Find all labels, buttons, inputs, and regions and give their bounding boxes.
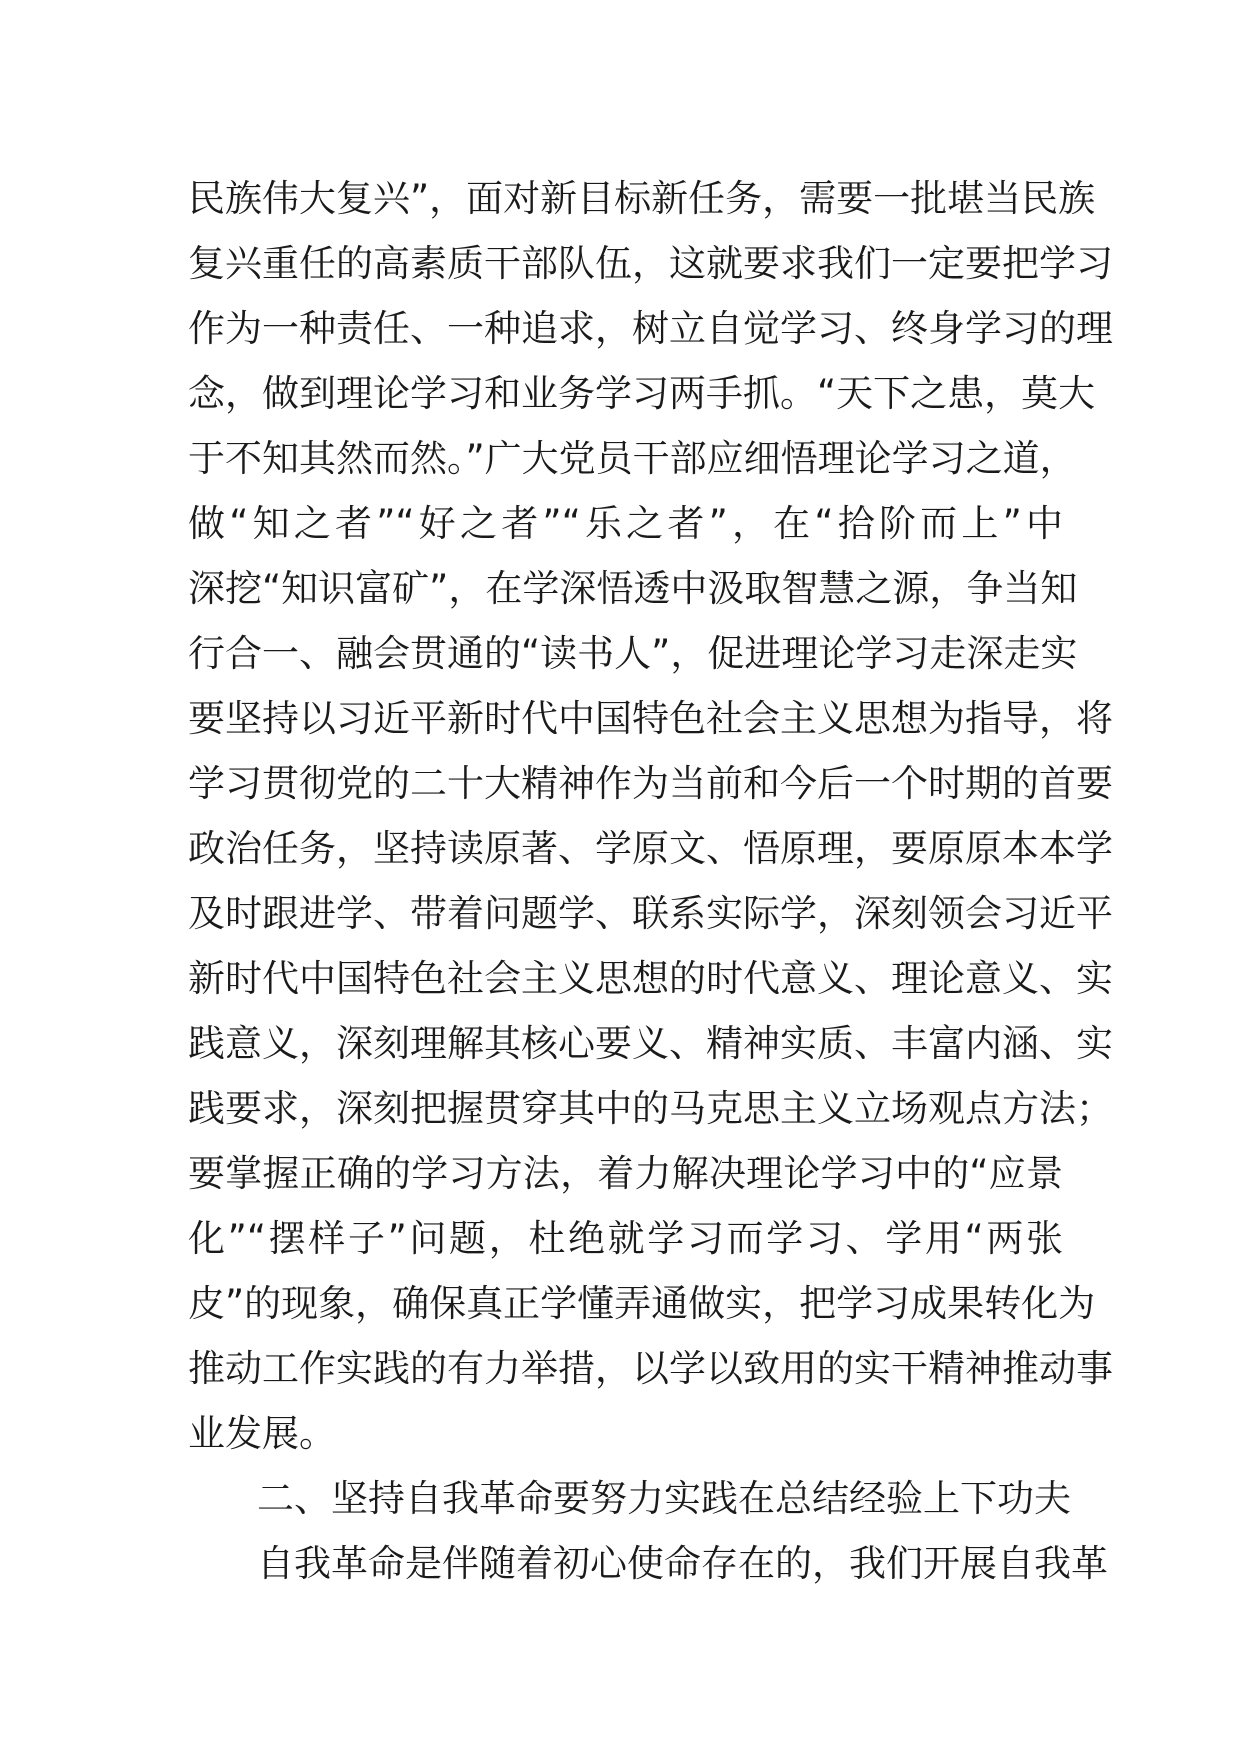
text-line: 于不知其然而然。”广大党员干部应细悟理论学习之道，: [188, 437, 1077, 480]
text-line: 业发展。: [188, 1412, 336, 1455]
text-line: 作为一种责任、一种追求，树立自觉学习、终身学习的理: [188, 307, 1113, 350]
text-line: 学习贯彻党的二十大精神作为当前和今后一个时期的首要: [188, 762, 1113, 805]
text-line: 行合一、融会贯通的“读书人”，促进理论学习走深走实: [188, 632, 1078, 675]
body-text: [188, 166, 1113, 1596]
text-line: 民族伟大复兴”，面对新目标新任务，需要一批堪当民族: [188, 177, 1096, 220]
text-line: 践意义，深刻理解其核心要义、精神实质、丰富内涵、实: [188, 1022, 1113, 1065]
text-line: 化”“摆样子”问题，杜绝就学习而学习、学用“两张: [188, 1217, 1063, 1260]
text-line: 自我革命是伴随着初心使命存在的，我们开展自我革: [257, 1542, 1108, 1585]
text-line: 深挖“知识富矿”，在学深悟透中汲取智慧之源，争当知: [188, 567, 1078, 610]
text-line: 做“知之者”“好之者”“乐之者”，在“拾阶而上”中: [188, 502, 1063, 545]
text-line: 新时代中国特色社会主义思想的时代意义、理论意义、实: [188, 957, 1113, 1000]
text-line: 政治任务，坚持读原著、学原文、悟原理，要原原本本学: [188, 827, 1113, 870]
text-line: 推动工作实践的有力举措，以学以致用的实干精神推动事: [188, 1347, 1113, 1390]
text-line: 复兴重任的高素质干部队伍，这就要求我们一定要把学习: [188, 242, 1113, 285]
text-line: 皮”的现象，确保真正学懂弄通做实，把学习成果转化为: [188, 1282, 1096, 1325]
section-heading: 二、坚持自我革命要努力实践在总结经验上下功夫: [257, 1477, 1071, 1520]
text-line: 要掌握正确的学习方法，着力解决理论学习中的“应景: [188, 1152, 1063, 1195]
text-line: 践要求，深刻把握贯穿其中的马克思主义立场观点方法；: [188, 1087, 1113, 1130]
text-line: 要坚持以习近平新时代中国特色社会主义思想为指导，将: [188, 697, 1113, 740]
text-line: 念，做到理论学习和业务学习两手抓。“天下之患，莫大: [188, 372, 1096, 415]
text-line: 及时跟进学、带着问题学、联系实际学，深刻领会习近平: [188, 892, 1113, 935]
